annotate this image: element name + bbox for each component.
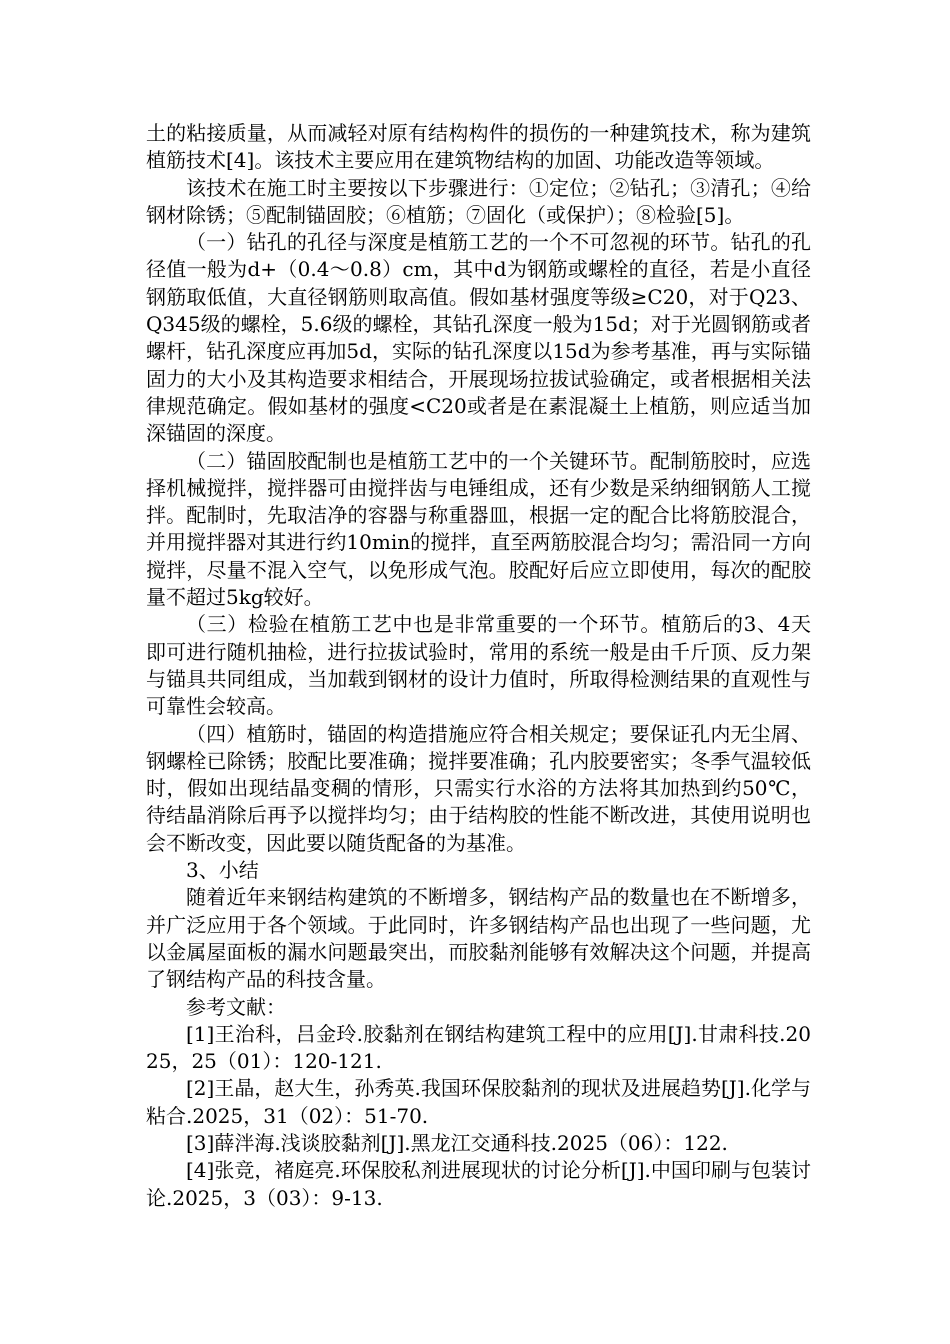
paragraph-anchoring-measures: （四）植筋时，锚固的构造措施应符合相关规定；要保证孔内无尘屑、钢螺栓已除锈；胶配比要准确；搅拌要准确；孔内胶要密实；冬季气温较低时，假如出现结晶变稠的情形，只需实行水浴的方法将其加热到约50℃，待结晶消除后再予以搅拌均匀；由于结构胶的性能不断改进，其使用说明也会不断改变，因此要以随货配备的为基准。: [146, 721, 811, 855]
paragraph-drilling: （一）钻孔的孔径与深度是植筋工艺的一个不可忽视的环节。钻孔的孔径值一般为d+（0.4～0.8）cm，其中d为钢筋或螺栓的直径，若是小直径钢筋取低值，大直径钢筋则取高值。假如基材强度等级≥C20，对于Q23、Q345级的螺栓，5.6级的螺栓，其钻孔深度一般为15d；对于光圆钢筋或者螺杆，钻孔深度应再加5d，实际的钻孔深度以15d为参考基准，再与实际锚固力的大小及其构造要求相结合，开展现场拉拔试验确定，或者根据相关法律规范确定。假如基材的强度<C20或者是在素混凝土上植筋，则应适当加深锚固的深度。: [146, 230, 811, 446]
reference-item: [4]张竞，褚庭亮.环保胶私剂进展现状的讨论分析[J].中国印刷与包装讨论.2025，3（03）：9-13.: [146, 1158, 811, 1210]
paragraph-inspection: （三）检验在植筋工艺中也是非常重要的一个环节。植筋后的3、4天即可进行随机抽检，进行拉拔试验时，常用的系统一般是由千斤顶、反力架与锚具共同组成，当加载到钢材的设计力值时，所取得检测结果的直观性与可靠性会较高。: [146, 612, 811, 719]
reference-item: [1]王治科，吕金玲.胶黏剂在钢结构建筑工程中的应用[J].甘肃科技.2025，25（01）：120-121.: [146, 1021, 811, 1074]
paragraph-intro-continuation: 土的粘接质量，从而减轻对原有结构构件的损伤的一种建筑技术，称为建筑植筋技术[4]。该技术主要应用在建筑物结构的加固、功能改造等领域。: [146, 121, 811, 173]
references-heading: 参考文献：: [186, 994, 286, 1019]
reference-item: [3]薛泮海.浅谈胶黏剂[J].黑龙江交通科技.2025（06）：122.: [186, 1130, 728, 1155]
paragraph-adhesive-preparation: （二）锚固胶配制也是植筋工艺中的一个关键环节。配制筋胶时，应选择机械搅拌，搅拌器可由搅拌齿与电锤组成，还有少数是采纳细钢筋人工搅拌。配制时，先取洁净的容器与称重器皿，根据一定的配合比将筋胶混合，并用搅拌器对其进行约10min的搅拌，直至两筋胶混合均匀；需沿同一方向搅拌，尽量不混入空气，以免形成气泡。胶配好后应立即使用，每次的配胶量不超过5kg较好。: [146, 448, 811, 610]
reference-item: [2]王晶，赵大生，孙秀英.我国环保胶黏剂的现状及进展趋势[J].化学与粘合.2025，31（02）：51-70.: [146, 1076, 811, 1128]
document-body: [146, 120, 811, 1212]
paragraph-construction-steps: 该技术在施工时主要按以下步骤进行：①定位；②钻孔；③清孔；④给钢材除锈；⑤配制锚固胶；⑥植筋；⑦固化（或保护）；⑧检验[5]。: [146, 175, 811, 227]
section-heading-summary: 3、小结: [186, 858, 259, 883]
paragraph-summary: 随着近年来钢结构建筑的不断增多，钢结构产品的数量也在不断增多，并广泛应用于各个领域。于此同时，许多钢结构产品也出现了一些问题，尤以金属屋面板的漏水问题最突出，而胶黏剂能够有效解决这个问题，并提高了钢结构产品的科技含量。: [146, 885, 811, 992]
